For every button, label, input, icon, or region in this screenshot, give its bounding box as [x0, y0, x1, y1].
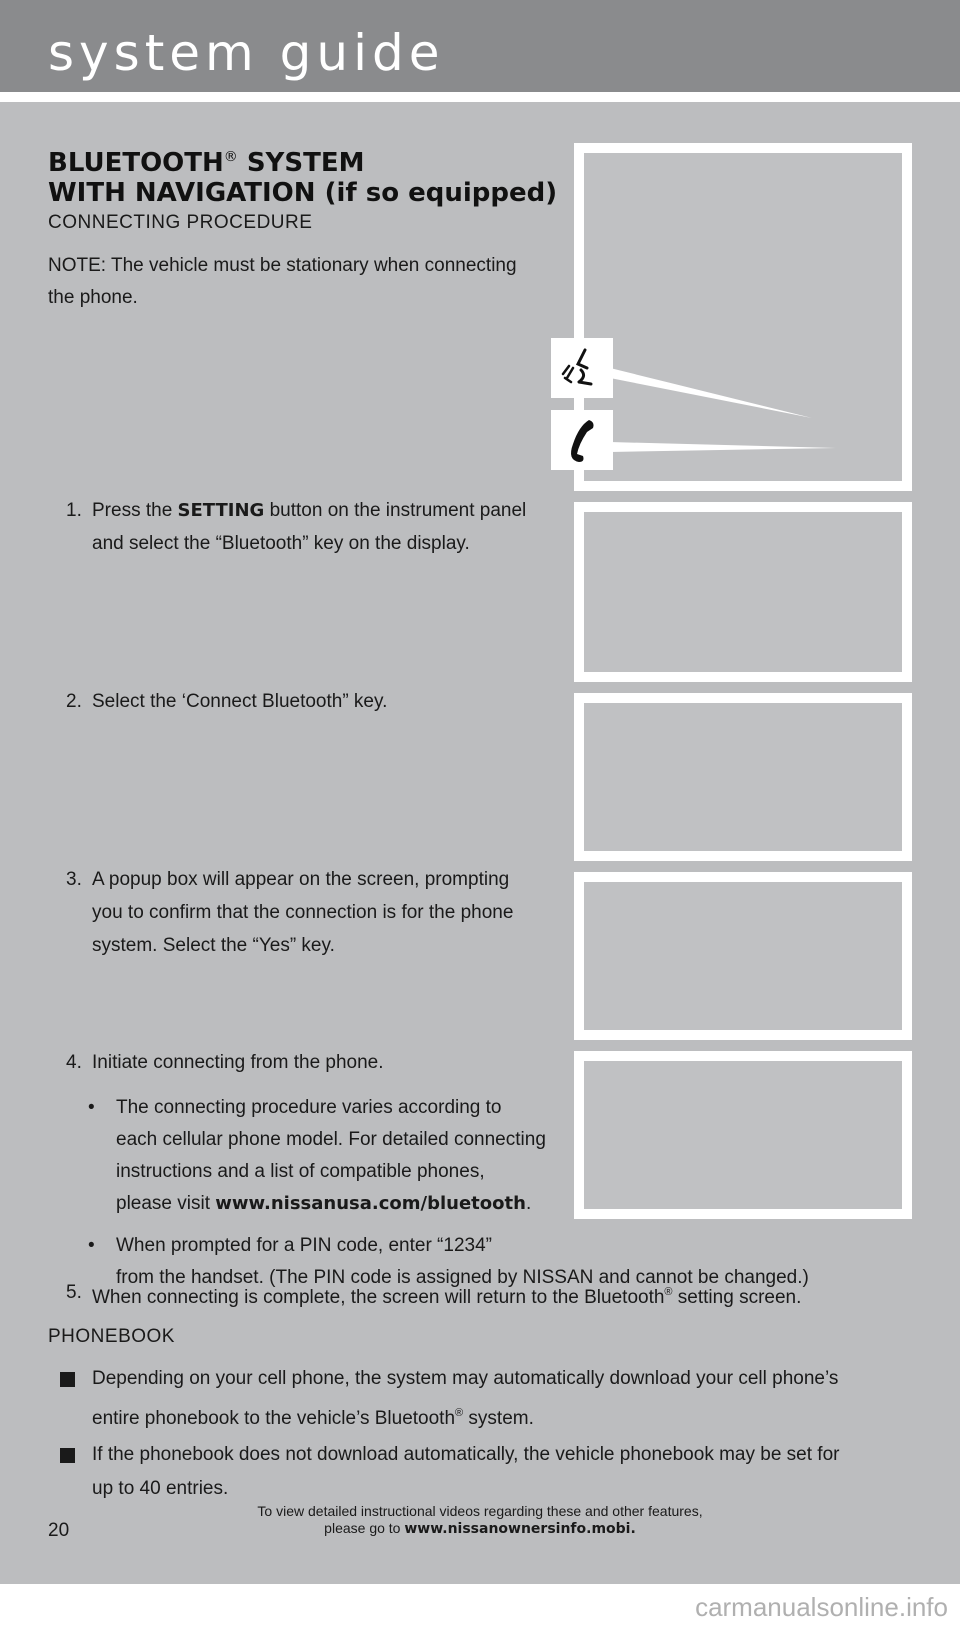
- step-text-line2: you to confirm that the connection is for the phone: [92, 902, 514, 923]
- phone-handset-icon: [551, 410, 613, 470]
- registered-mark: ®: [455, 1407, 464, 1419]
- step-number: 1.: [66, 500, 82, 521]
- step-number: 5.: [66, 1282, 82, 1303]
- step-number: 2.: [66, 691, 82, 712]
- bullet-line: from the handset. (The PIN code is assigned by NISSAN and cannot be changed.): [116, 1267, 809, 1288]
- section-title-brand: BLUETOOTH: [48, 148, 224, 178]
- step-text-line2: and select the “Bluetooth” key on the display.: [92, 533, 470, 554]
- callout-line-phone: [610, 442, 836, 452]
- registered-mark: ®: [664, 1286, 673, 1298]
- watermark-strip: [0, 1584, 960, 1632]
- page-number: 20: [48, 1520, 70, 1541]
- bullet-line: The connecting procedure varies according to: [116, 1097, 502, 1118]
- owners-info-url: www.nissanownersinfo.mobi.: [404, 1521, 636, 1537]
- bullet-line: each cellular phone model. For detailed connecting: [116, 1129, 546, 1150]
- step-text-line1: A popup box will appear on the screen, prompting: [92, 869, 510, 890]
- bullet-line: Depending on your cell phone, the system may automatically download your cell phone’s: [92, 1368, 839, 1389]
- note-line-2: the phone.: [48, 287, 138, 308]
- footer-note-line1: To view detailed instructional videos regarding these and other features,: [257, 1503, 703, 1519]
- bullet-mark: •: [88, 1097, 95, 1118]
- callout-line-voice: [610, 368, 812, 418]
- section-title-end: SYSTEM: [237, 148, 365, 178]
- step-text: Initiate connecting from the phone.: [92, 1052, 384, 1073]
- registered-mark: ®: [223, 149, 238, 165]
- bullet-line-end: .: [525, 1193, 532, 1214]
- bullet-line: entire phonebook to the vehicle’s Bluetooth: [92, 1408, 456, 1429]
- setting-button-name: SETTING: [177, 500, 265, 521]
- step-text-pre: When connecting is complete, the screen will return to the Bluetooth: [92, 1287, 665, 1308]
- bullet-line: instructions and a list of compatible phones,: [116, 1161, 485, 1182]
- step-text-post: button on the instrument panel: [264, 500, 527, 521]
- bluetooth-url: www.nissanusa.com/bluetooth: [215, 1193, 526, 1214]
- step-number: 3.: [66, 869, 82, 890]
- bullet-mark: •: [88, 1235, 95, 1256]
- footer-note-line2: please go to: [324, 1520, 405, 1536]
- phonebook-subhead: PHONEBOOK: [48, 1326, 175, 1347]
- bullet-line: please visit: [116, 1193, 216, 1214]
- footer-note: [0, 1503, 960, 1538]
- step-number: 4.: [66, 1052, 82, 1073]
- bullet-line: If the phonebook does not download automatically, the vehicle phonebook may be set for: [92, 1444, 840, 1465]
- step-text-line3: system. Select the “Yes” key.: [92, 935, 335, 956]
- page-title: system guide: [48, 24, 445, 82]
- bullet-line: up to 40 entries.: [92, 1478, 229, 1499]
- voice-talk-icon: [551, 338, 613, 398]
- bullet-line: When prompted for a PIN code, enter “1234”: [116, 1235, 492, 1256]
- step-text-post: setting screen.: [672, 1287, 802, 1308]
- bullet-line-end: system.: [463, 1408, 534, 1429]
- note-line-1: NOTE: The vehicle must be stationary when connecting: [48, 255, 517, 276]
- step-text-pre: Press the: [92, 500, 178, 521]
- section-title-line2: WITH NAVIGATION (if so equipped): [48, 178, 558, 208]
- connecting-subhead: CONNECTING PROCEDURE: [48, 212, 313, 233]
- step-text: Select the ‘Connect Bluetooth” key.: [92, 691, 388, 712]
- watermark-text: carmanualsonline.info: [695, 1592, 948, 1622]
